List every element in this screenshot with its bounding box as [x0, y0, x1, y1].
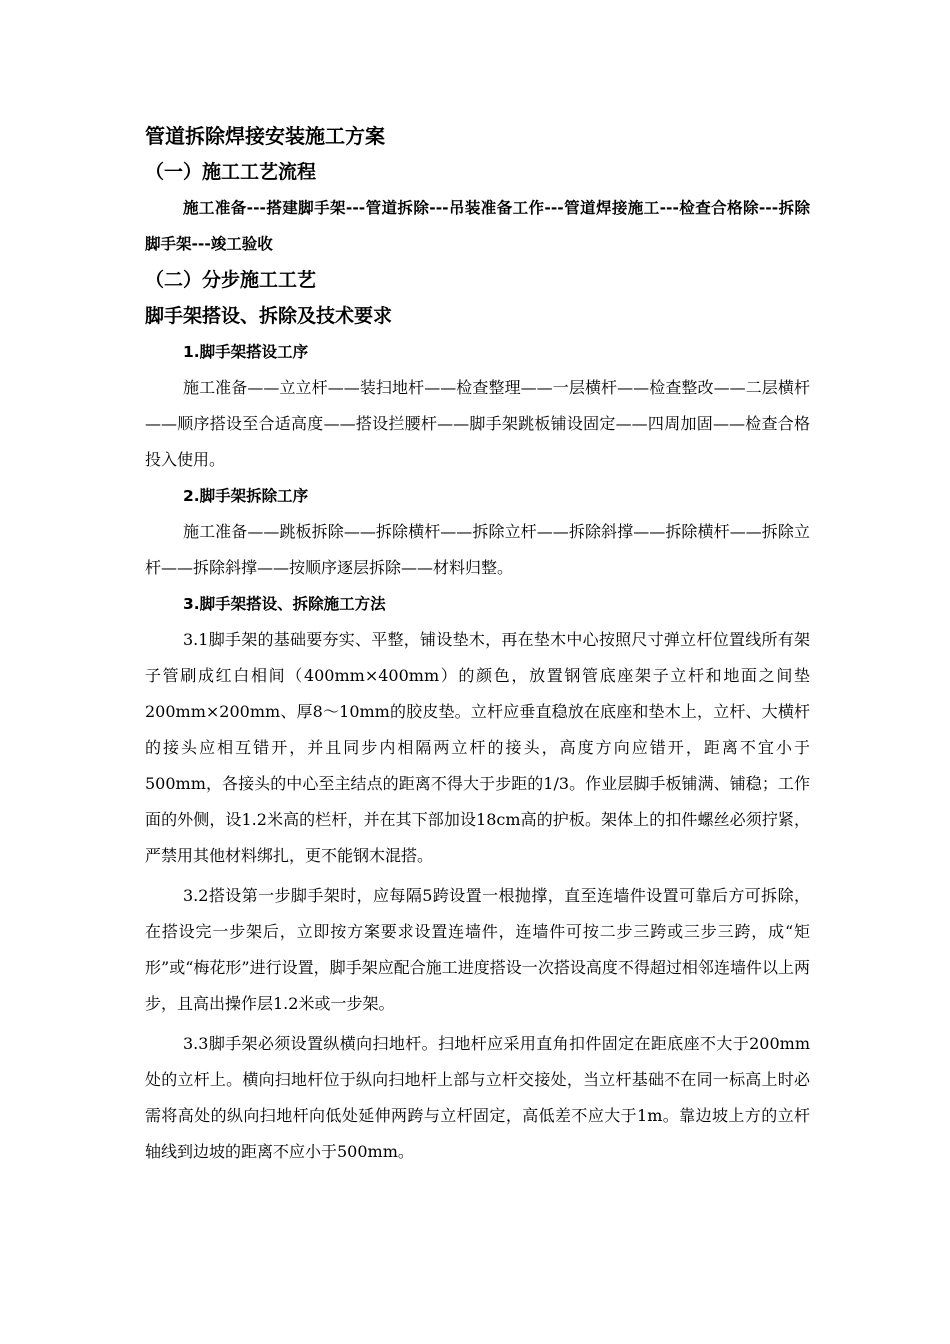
process-flow-text: 施工准备---搭建脚手架---管道拆除---吊装准备工作---管道焊接施工---检查合格除---拆除脚手架---竣工验收: [145, 199, 810, 253]
subheading-scaffold-requirements: 脚手架搭设、拆除及技术要求: [145, 305, 393, 327]
step3-heading: 3.脚手架搭设、拆除施工方法: [183, 595, 386, 613]
step2-text: 施工准备——跳板拆除——拆除横杆——拆除立杆——拆除斜撑——拆除横杆——拆除立杆——拆除斜撑——按顺序逐层拆除——材料归整。: [145, 522, 810, 577]
step1-text: 施工准备——立立杆——装扫地杆——检查整理——一层横杆——检查整改——二层横杆——顺序搭设至合适高度——搭设拦腰杆——脚手架跳板铺设固定——四周加固——检查合格投入使用。: [145, 378, 810, 469]
document-page: [145, 118, 810, 1170]
section-heading-process-flow: （一）施工工艺流程: [145, 161, 317, 183]
section-heading-step-process: （二）分步施工工艺: [145, 269, 317, 291]
step3-paragraph-2: 3.2搭设第一步脚手架时，应每隔5跨设置一根抛撑，直至连墙件设置可靠后方可拆除，在搭设完一步架后，立即按方案要求设置连墙件，连墙件可按二步三跨或三步三跨，成“矩形”或“梅花形”进行设置，脚手架应配合施工进度搭设一次搭设高度不得超过相邻连墙件以上两步，且高出操作层1.2米或一步架。: [145, 886, 810, 1013]
step3-paragraph-1: 3.1脚手架的基础要夯实、平整，铺设垫木，再在垫木中心按照尺寸弹立杆位置线所有架子管刷成红白相间（400mm×400mm）的颜色，放置钢管底座架子立杆和地面之间垫200mm×200mm、厚8～10mm的胶皮垫。立杆应垂直稳放在底座和垫木上，立杆、大横杆的接头应相互错开，并且同步内相隔两立杆的接头，高度方向应错开，距离不宜小于500mm，各接头的中心至主结点的距离不得大于步距的1/3。作业层脚手板铺满、铺稳；工作面的外侧，设1.2米高的栏杆，并在其下部加设18cm高的护板。架体上的扣件螺丝必须拧紧，严禁用其他材料绑扎，更不能钢木混搭。: [145, 630, 810, 865]
step1-heading: 1.脚手架搭设工序: [183, 343, 309, 361]
document-title: 管道拆除焊接安装施工方案: [145, 124, 385, 148]
step3-paragraph-3: 3.3脚手架必须设置纵横向扫地杆。扫地杆应采用直角扣件固定在距底座不大于200mm处的立杆上。横向扫地杆位于纵向扫地杆上部与立杆交接处，当立杆基础不在同一标高上时必需将高处的纵向扫地杆向低处延伸两跨与立杆固定，高低差不应大于1m。靠边坡上方的立杆轴线到边坡的距离不应小于500mm。: [145, 1034, 810, 1161]
step2-heading: 2.脚手架拆除工序: [183, 487, 309, 505]
